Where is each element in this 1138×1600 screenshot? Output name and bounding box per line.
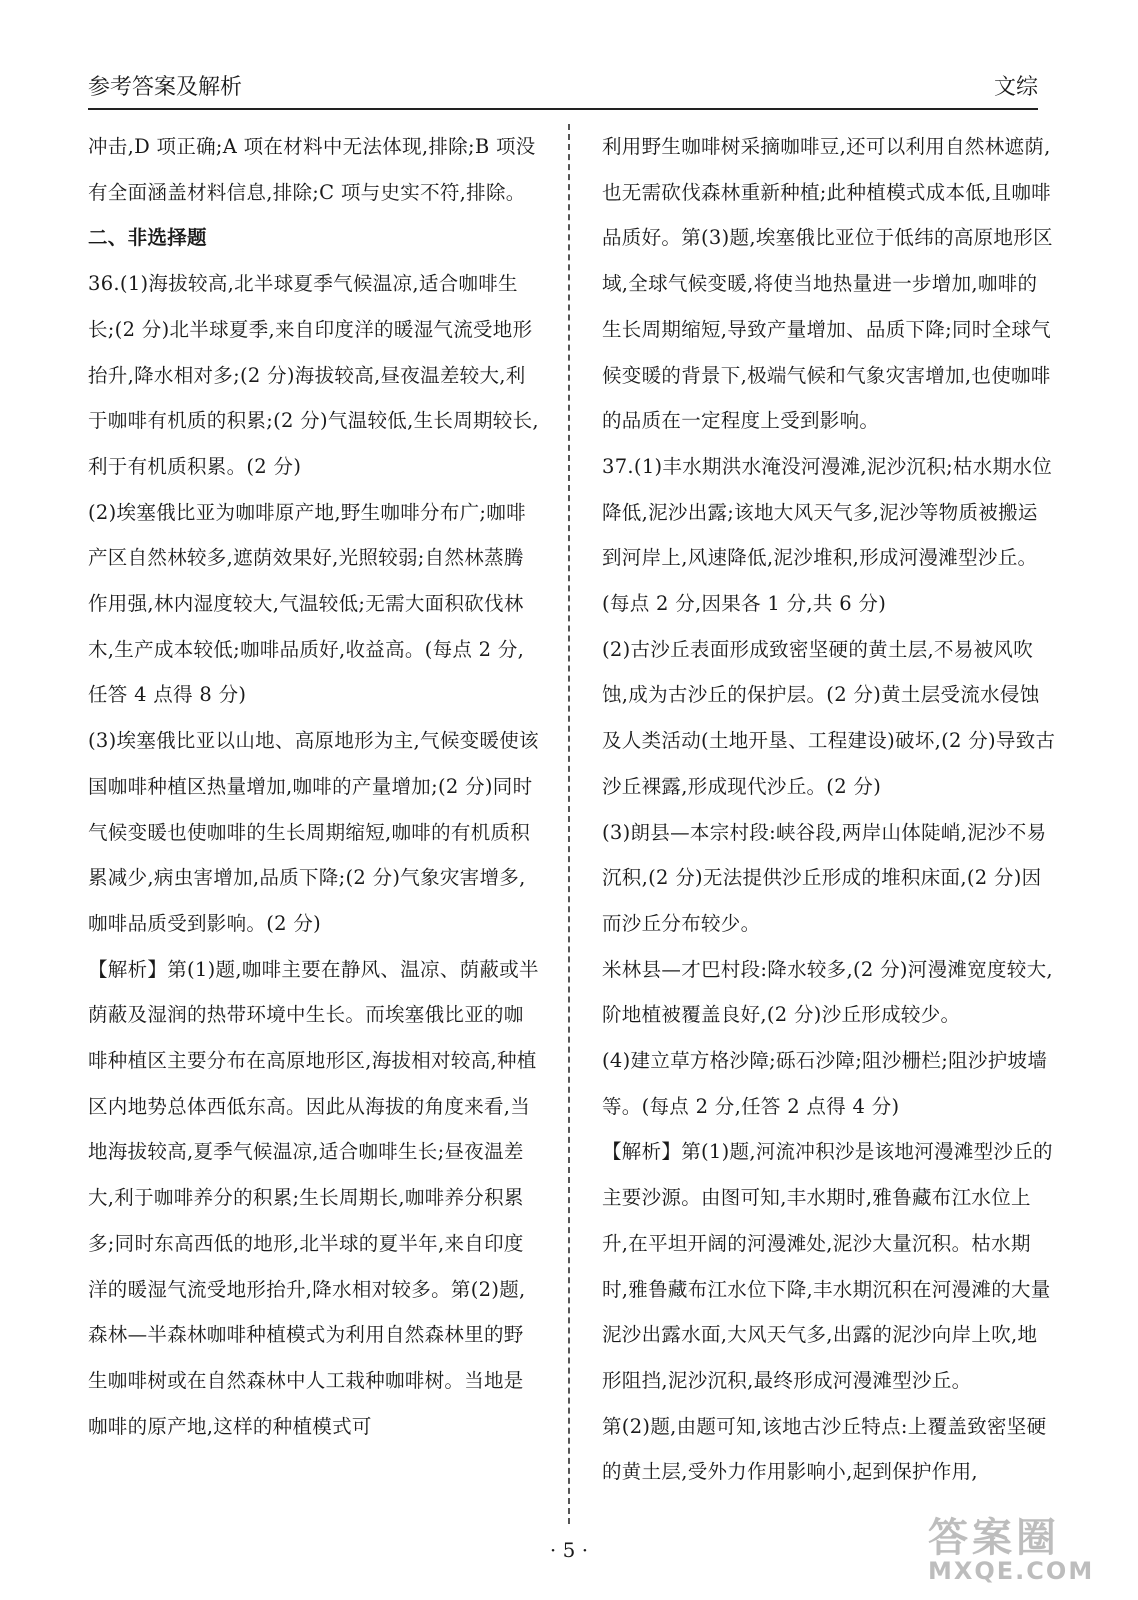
right-column	[602, 124, 1057, 1495]
paragraph: 第(2)题,由题可知,该地古沙丘特点:上覆盖致密坚硬的黄土层,受外力作用影响小,起到保护作用,	[602, 1414, 1047, 1484]
header-divider	[88, 108, 1038, 110]
paragraph: (2)古沙丘表面形成致密坚硬的黄土层,不易被风吹蚀,成为古沙丘的保护层。(2 分)黄土层受流水侵蚀及人类活动(土地开垦、工程建设)破坏,(2 分)导致古沙丘裸露,形成现代沙丘。(2 分)	[602, 637, 1056, 798]
paragraph: 37.(1)丰水期洪水淹没河漫滩,泥沙沉积;枯水期水位降低,泥沙出露;该地大风天气多,泥沙等物质被搬运到河岸上,风速降低,泥沙堆积,形成河漫滩型沙丘。(每点 2 分,因果各 1 分,共 6 分)	[602, 454, 1053, 616]
paragraph: (3)朗县—本宗村段:峡谷段,两岸山体陡峭,泥沙不易沉积,(2 分)无法提供沙丘形成的堆积床面,(2 分)因而沙丘分布较少。	[602, 820, 1047, 935]
watermark-logo	[928, 1515, 1095, 1588]
paragraph: 利用野生咖啡树采摘咖啡豆,还可以利用自然林遮荫,也无需砍伐森林重新种植;此种植模式成本低,且咖啡品质好。第(3)题,埃塞俄比亚位于低纬的高原地形区域,全球气候变暖,将使当地热量进一步增加,咖啡的生长周期缩短,导致产量增加、品质下降;同时全球气候变暖的背景下,极端气候和气象灾害增加,也使咖啡的品质在一定程度上受到影响。	[602, 135, 1053, 433]
left-column	[88, 124, 543, 1449]
paragraph: (4)建立草方格沙障;砾石沙障;阻沙栅栏;阻沙护坡墙等。(每点 2 分,任答 2 点得 4 分)	[602, 1049, 1048, 1118]
header-title: 参考答案及解析	[88, 75, 243, 100]
paragraph: 米林县—才巴村段:降水较多,(2 分)河漫滩宽度较大,阶地植被覆盖良好,(2 分)沙丘形成较少。	[602, 957, 1053, 1027]
section-heading: 二、非选择题	[88, 226, 207, 250]
page-number: · 5 ·	[549, 1538, 589, 1562]
paragraph: (2)埃塞俄比亚为咖啡原产地,野生咖啡分布广;咖啡产区自然林较多,遮荫效果好,光照较弱;自然林蒸腾作用强,林内湿度较大,气温较低;无需大面积砍伐林木,生产成本较低;咖啡品质好,收益高。(每点 2 分,任答 4 点得 8 分)	[88, 500, 526, 707]
paragraph: 【解析】第(1)题,咖啡主要在静风、温凉、荫蔽或半荫蔽及湿润的热带环境中生长。而埃塞俄比亚的咖啡种植区主要分布在高原地形区,海拔相对较高,种植区内地势总体西低东高。因此从海拔的角度来看,当地海拔较高,夏季气候温凉,适合咖啡生长;昼夜温差大,利于咖啡养分的积累;生长周期长,咖啡养分积累多;同时东高西低的地形,北半球的夏半年,来自印度洋的暖湿气流受地形抬升,降水相对较多。第(2)题,森林—半森林咖啡种植模式为利用自然森林里的野生咖啡树或在自然森林中人工栽种咖啡树。当地是咖啡的原产地,这样的种植模式可	[88, 957, 539, 1438]
paragraph: (3)埃塞俄比亚以山地、高原地形为主,气候变暖使该国咖啡种植区热量增加,咖啡的产量增加;(2 分)同时气候变暖也使咖啡的生长周期缩短,咖啡的有机质积累减少,病虫害增加,品质下降;(2 分)气象灾害增多,咖啡品质受到影响。(2 分)	[88, 729, 539, 935]
paragraph: 冲击,D 项正确;A 项在材料中无法体现,排除;B 项没有全面涵盖材料信息,排除;C 项与史实不符,排除。	[88, 135, 536, 204]
page-header	[88, 70, 1038, 110]
paragraph: 【解析】第(1)题,河流冲积沙是该地河漫滩型沙丘的主要沙源。由图可知,丰水期时,雅鲁藏布江水位上升,在平坦开阔的河漫滩处,泥沙大量沉积。枯水期时,雅鲁藏布江水位下降,丰水期沉积在河漫滩的大量泥沙出露水面,大风天气多,出露的泥沙向岸上吹,地形阻挡,泥沙沉积,最终形成河漫滩型沙丘。	[602, 1140, 1053, 1392]
header-subject: 文综	[993, 75, 1038, 100]
watermark-url: MXQE.COM	[928, 1557, 1095, 1585]
paragraph: 36.(1)海拔较高,北半球夏季气候温凉,适合咖啡生长;(2 分)北半球夏季,来自印度洋的暖湿气流受地形抬升,降水相对多;(2 分)海拔较高,昼夜温差较大,利于咖啡有机质的积累;(2 分)气温较低,生长周期较长,利于有机质积累。(2 分)	[88, 272, 539, 478]
column-divider	[568, 124, 570, 1524]
watermark-text: 答案圈	[928, 1515, 1060, 1561]
